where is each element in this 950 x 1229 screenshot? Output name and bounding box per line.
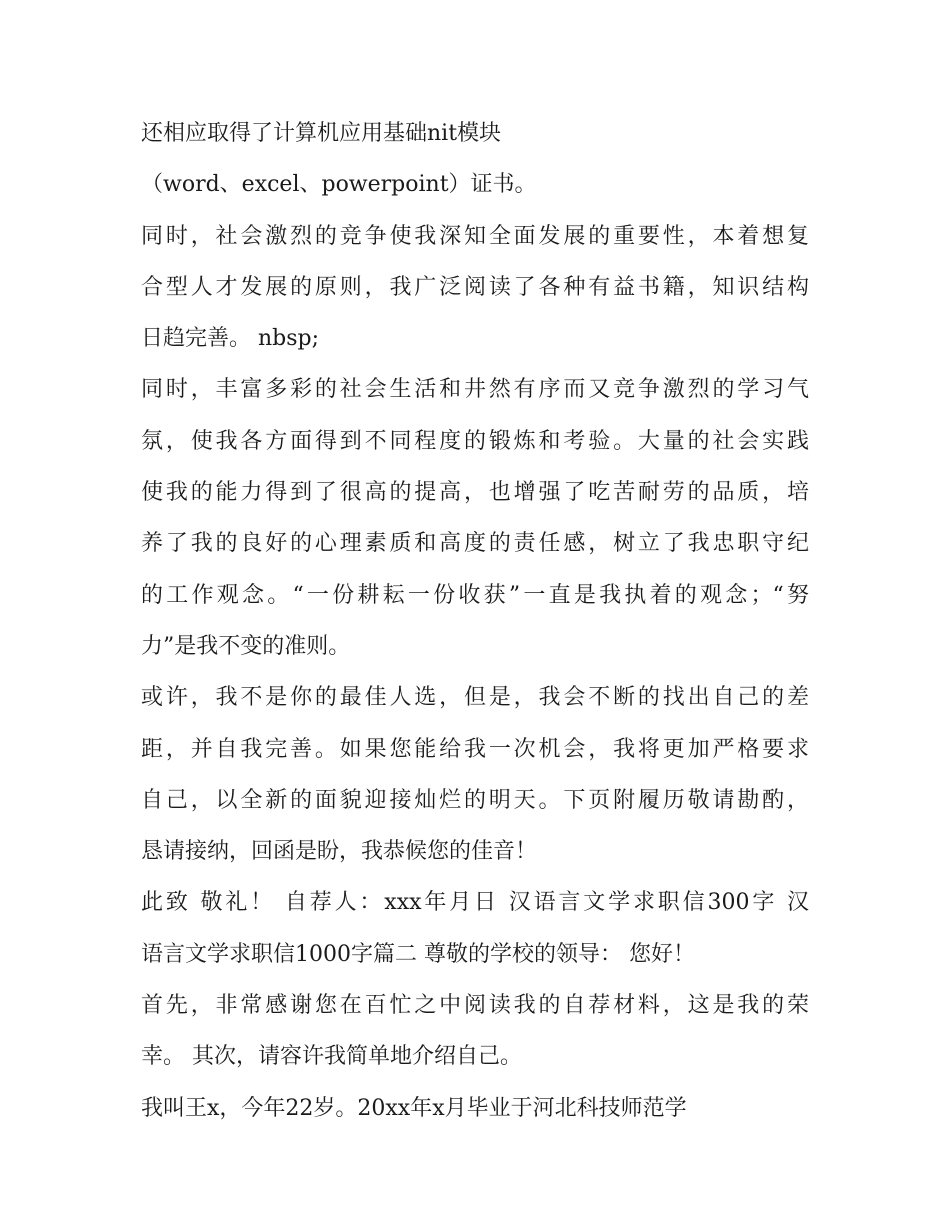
text-line-16: 此致 敬礼！ 自荐人：xxx年月日 汉语言文学求职信300字 汉 [141, 890, 809, 916]
text-line-17: 语言文学求职信1000字篇二 尊敬的学校的领导： 您好！ [141, 941, 695, 967]
text-line-5: 日趋完善。 nbsp; [141, 326, 320, 352]
text-line-7: 氛，使我各方面得到不同程度的锻炼和考验。大量的社会实践 [141, 428, 809, 454]
text-line-19: 幸。 其次，请容许我简单地介绍自己。 [141, 1044, 522, 1070]
text-line-4: 合型人才发展的原则，我广泛阅读了各种有益书籍，知识结构 [141, 274, 809, 300]
text-line-14: 自己，以全新的面貌迎接灿烂的明天。下页附履历敬请勘酌， [141, 787, 809, 813]
text-line-13: 距，并自我完善。如果您能给我一次机会，我将更加严格要求 [141, 736, 809, 762]
text-line-8: 使我的能力得到了很高的提高，也增强了吃苦耐劳的品质，培 [141, 480, 809, 506]
text-line-12: 或许，我不是你的最佳人选，但是，我会不断的找出自己的差 [141, 685, 809, 711]
text-line-15: 恳请接纳，回函是盼，我恭候您的佳音！ [141, 839, 538, 865]
text-line-9: 养了我的良好的心理素质和高度的责任感，树立了我忠职守纪 [141, 531, 809, 557]
text-line-10: 的工作观念。“一份耕耘一份收获”一直是我执着的观念；“努 [141, 582, 809, 608]
text-line-20: 我叫王x，今年22岁。20xx年x月毕业于河北科技师范学 [141, 1095, 687, 1121]
text-line-6: 同时，丰富多彩的社会生活和井然有序而又竞争激烈的学习气 [141, 377, 809, 403]
text-line-1: 还相应取得了计算机应用基础nit模块 [141, 121, 502, 146]
text-line-11: 力”是我不变的准则。 [141, 633, 351, 659]
text-line-18: 首先，非常感谢您在百忙之中阅读我的自荐材料，这是我的荣 [141, 993, 809, 1019]
text-line-3: 同时，社会激烈的竞争使我深知全面发展的重要性，本着想复 [141, 223, 809, 249]
text-line-2: （word、excel、powerpoint）证书。 [141, 172, 537, 198]
body-text [141, 108, 821, 1134]
